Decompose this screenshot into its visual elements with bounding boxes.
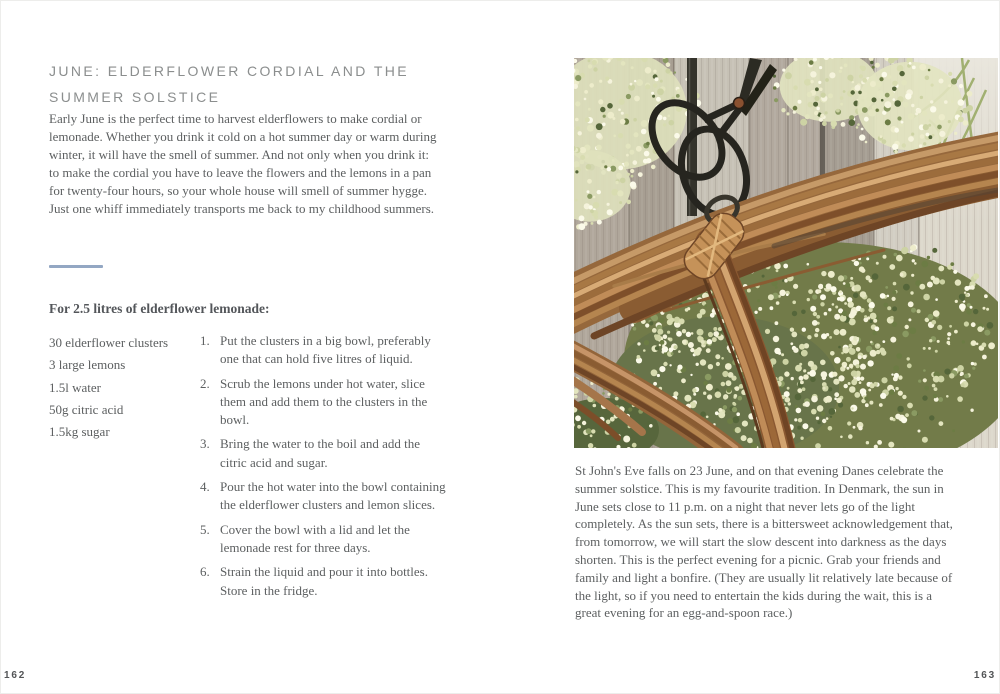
- ingredient-item: 1.5kg sugar: [49, 424, 110, 440]
- recipe-step: [200, 478, 448, 515]
- step-text: Put the clusters in a big bowl, preferably one that can hold five litres of liquid.: [220, 333, 431, 367]
- step-text: Strain the liquid and pour it into bottles. Store in the fridge.: [220, 564, 428, 598]
- solstice-paragraph: St John's Eve falls on 23 June, and on that evening Danes celebrate the summer solstice. This is my favourite tradition. In Denmark, the sun in June sets close to 11 p.m. on a night that never lets go of the light completely. As the sun sets, there is a bittersweet acknowledgement that, from tomorrow, we will start the slow descent into darkness as the days shorten. This is the perfect evening for a picnic. Grab your friends and family and light a bonfire. (They are usually lit relatively late because of the light, so if you need to entertain the kids during the wait, this is a great evening for an egg-and-spoon race.): [575, 463, 953, 621]
- recipe-step: [200, 563, 448, 600]
- step-number: 5.: [200, 521, 210, 537]
- recipe-step: [200, 521, 448, 558]
- step-number: 6.: [200, 564, 210, 580]
- step-text: Bring the water to the boil and add the citric acid and sugar.: [220, 436, 421, 470]
- step-number: 1.: [200, 333, 210, 348]
- recipe-heading: For 2.5 litres of elderflower lemonade:: [49, 301, 270, 316]
- photo-elderflower-basket: [574, 58, 998, 448]
- step-number: 2.: [200, 375, 210, 391]
- ingredient-item: 30 elderflower clusters: [49, 335, 169, 350]
- chapter-title-line-1: JUNE: ELDERFLOWER CORDIAL AND THE: [49, 63, 410, 79]
- recipe-step: [200, 332, 448, 369]
- page-number-left: 162: [4, 670, 27, 681]
- ingredient-item: 1.5l water: [49, 379, 101, 395]
- step-number: 4.: [200, 479, 210, 495]
- recipe-step: [200, 435, 448, 472]
- intro-paragraph: Early June is the perfect time to harvest elderflowers to make cordial or lemonade. Whether you drink it cold on a hot summer day or warm during winter, it will have the smell of summer. And not only when you drink it: to make the cordial you have to leave the flowers and the lemons in a pan for twenty-four hours, so your whole house will smell of summer hygge. Just one whiff immediately transports me back to my childhood summers.: [49, 111, 437, 216]
- step-text: Cover the bowl with a lid and let the lemonade rest for three days.: [220, 521, 410, 555]
- recipe-step: [200, 375, 448, 430]
- chapter-title: [49, 58, 479, 110]
- section-divider: [49, 265, 103, 268]
- chapter-title-line-2: SUMMER SOLSTICE: [49, 89, 221, 105]
- ingredients-list: [49, 332, 219, 443]
- step-text: Pour the hot water into the bowl containing the elderflower clusters and lemon slices.: [220, 479, 446, 513]
- step-text: Scrub the lemons under hot water, slice them and add them to the clusters in the bowl.: [220, 375, 428, 428]
- recipe-steps: [200, 332, 448, 606]
- ingredient-item: 3 large lemons: [49, 357, 126, 373]
- page-number-right: 163: [973, 670, 996, 681]
- ingredient-item: 50g citric acid: [49, 401, 124, 417]
- step-number: 3.: [200, 436, 210, 452]
